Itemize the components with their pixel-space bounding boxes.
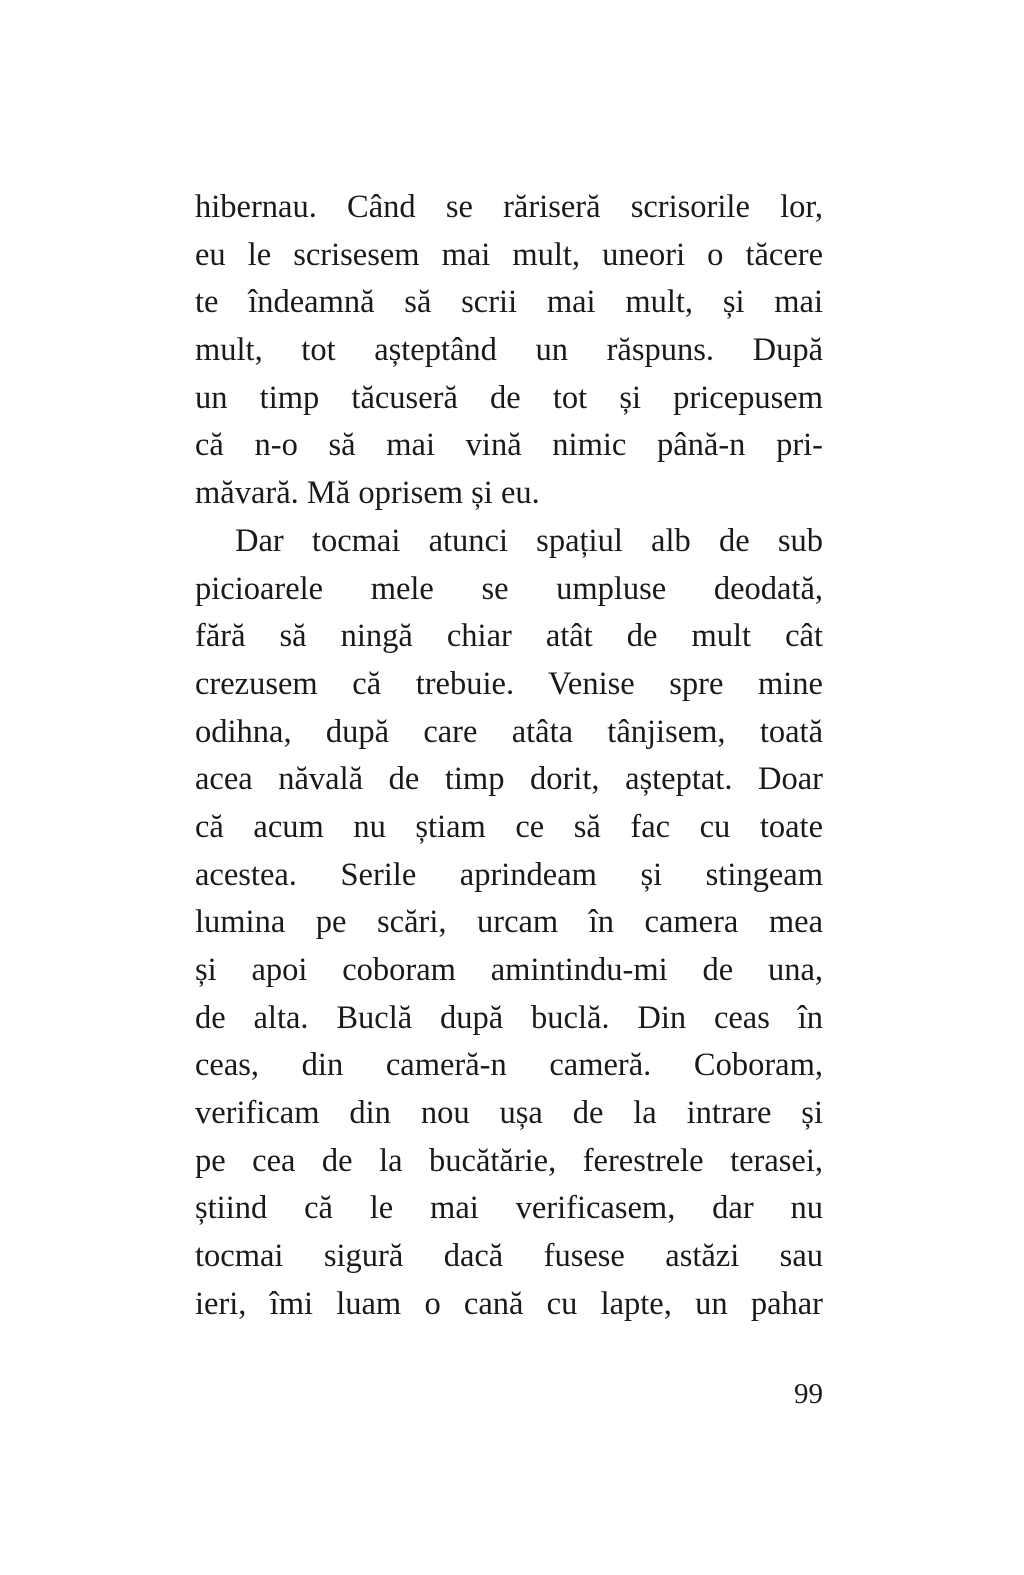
text-line: pe cea de la bucătărie, ferestrele terasei, [195, 1142, 823, 1179]
text-line: verificam din nou ușa de la intrare și [195, 1095, 823, 1132]
text-line: și apoi coboram amintindu-mi de una, [195, 952, 823, 988]
paragraph [195, 184, 823, 518]
page-number: 99 [794, 1378, 823, 1410]
text-line: că acum nu știam ce să fac cu toate [195, 808, 823, 845]
text-line: măvară. Mă oprisem și eu. [195, 475, 540, 512]
text-line: picioarele mele se umpluse deodată, [195, 570, 823, 607]
text-line: acea năvală de timp dorit, așteptat. Doar [195, 761, 823, 798]
text-line: că n-o să mai vină nimic până-n pri- [195, 427, 823, 464]
text-line: Dar tocmai atunci spațiul alb de sub [235, 522, 823, 559]
text-line: acestea. Serile aprindeam și stingeam [195, 856, 823, 893]
text-line: te îndeamnă să scrii mai mult, și mai [195, 284, 823, 321]
text-line: eu le scrisesem mai mult, uneori o tăcere [195, 236, 823, 273]
text-line: ieri, îmi luam o cană cu lapte, un pahar [195, 1285, 823, 1322]
text-line: tocmai sigură dacă fusese astăzi sau [195, 1238, 823, 1275]
text-line: ceas, din cameră-n cameră. Coboram, [195, 1047, 823, 1084]
text-line: de alta. Buclă după buclă. Din ceas în [195, 999, 823, 1036]
body-text [195, 184, 823, 1329]
text-line: mult, tot așteptând un răspuns. După [195, 332, 823, 369]
text-line: fără să ningă chiar atât de mult cât [195, 618, 823, 655]
text-line: lumina pe scări, urcam în camera mea [195, 904, 823, 941]
text-line: crezusem că trebuie. Venise spre mine [195, 665, 823, 702]
text-line: un timp tăcuseră de tot și pricepusem [195, 379, 823, 416]
text-line: știind că le mai verificasem, dar nu [195, 1190, 823, 1227]
text-line: hibernau. Când se răriseră scrisorile lor, [195, 189, 823, 225]
paragraph [195, 518, 823, 1329]
text-line: odihna, după care atâta tânjisem, toată [195, 713, 823, 750]
